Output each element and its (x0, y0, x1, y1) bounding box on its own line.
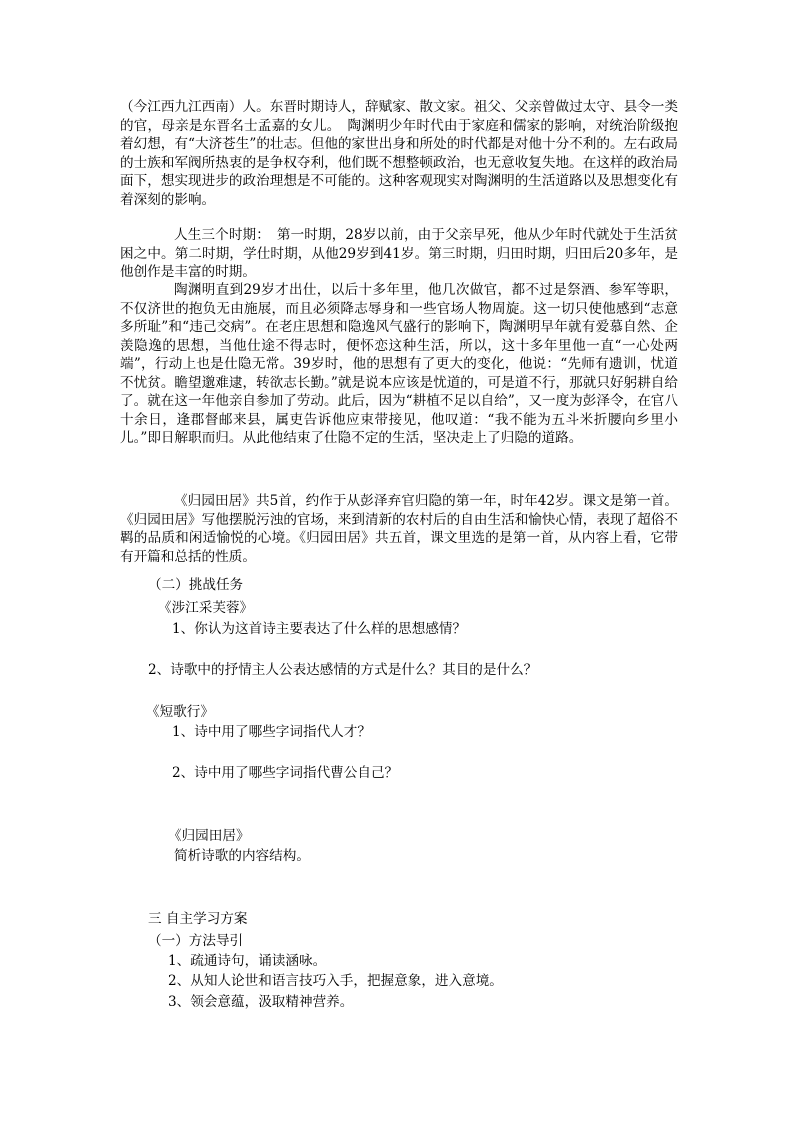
poem1-question-2: 2、诗歌中的抒情主人公表达感情的方式是什么？其目的是什么？ (148, 662, 538, 678)
method-item-1: 1、疏通诗句，诵读涵咏。 (168, 953, 327, 969)
poem1-title: 《涉江采芙蓉》 (158, 600, 254, 616)
poem3-task: 简析诗歌的内容结构。 (174, 848, 310, 864)
official-career-paragraph: 陶渊明直到29岁才出仕，以后十多年里，他几次做官，都不过是祭酒、参军等职，不仅济世的抱负无由施展，而且必须降志辱身和一些官场人物周旋。这一切只使他感到“志意多所耻”和“违己交病”。在老庄思想和隐逸风气盛行的影响下，陶渊明早年就有爱慕自然、企羡隐逸的思想，当他仕途不得志时，便怀恋这种生活，所以，这十多年里他一直“一心处两端”，行动上也是仕隐无常。39岁时，他的思想有了更大的变化，他说：“先师有遗训，忧道不忧贫。瞻望邈难逮，转欲志长勤。”就是说本应该是忧道的，可是道不行，那就只好躬耕自给了。就在这一年他亲自参加了劳动。此后，因为“耕植不足以自给”，又一度为彭泽令，在官八十余日，逢郡督邮来县，属吏告诉他应束带接见，他叹道：“我不能为五斗米折腰向乡里小儿。”即日解职而归。从此他结束了仕隐不定的生活，坚决走上了归隐的道路。 (120, 282, 678, 446)
poem2-question-1: 1、诗中用了哪些字词指代人才？ (172, 724, 371, 740)
intro-paragraph: （今江西九江西南）人。东晋时期诗人，辞赋家、散文家。祖父、父亲曾做过太守、县令一类的官，母亲是东晋名士孟嘉的女儿。 陶渊明少年时代由于家庭和儒家的影响，对统治阶级抱着幻想，有“大济苍生”的壮志。但他的家世出身和所处的时代都是对他十分不利的。左右政局的士族和军阀所热衷的是争权夺利，他们既不想整顿政治，也无意收复失地。在这样的政治局面下，想实现进步的政治理想是不可能的。这种客观现实对陶渊明的生活道路以及思想变化有着深刻的影响。 (120, 99, 678, 208)
life-periods-paragraph: 人生三个时期： 第一时期，28岁以前，由于父亲早死，他从少年时代就处于生活贫困之中。第二时期，学仕时期，从他29岁到41岁。第三时期，归田时期，归田后20多年，是他创作是丰富的时期。 (120, 227, 678, 280)
poem-background-paragraph: 《归园田居》共5首，约作于从彭泽弃官归隐的第一年，时年42岁。课文是第一首。《归园田居》写他摆脱污浊的官场，来到清新的农村后的自由生活和愉快心情，表现了超俗不羁的品质和闲适愉悦的心境。《归园田居》共五首，课文里选的是第一首，从内容上看，它带有开篇和总括的性质。 (120, 493, 678, 565)
section-two-heading: （二）挑战任务 (148, 577, 244, 593)
poem3-title: 《归园田居》 (168, 828, 250, 844)
method-item-3: 3、领会意蕴，汲取精神营养。 (168, 994, 354, 1010)
poem1-question-1: 1、你认为这首诗主要表达了什么样的思想感情？ (172, 621, 467, 637)
poem2-question-2: 2、诗中用了哪些字词指代曹公自己？ (172, 765, 399, 781)
method-item-2: 2、从知人论世和语言技巧入手，把握意象，进入意境。 (168, 973, 503, 989)
section-three-heading: 三 自主学习方案 (148, 911, 248, 927)
method-guide-heading: （一）方法导引 (148, 933, 244, 949)
poem2-title: 《短歌行》 (146, 704, 214, 720)
